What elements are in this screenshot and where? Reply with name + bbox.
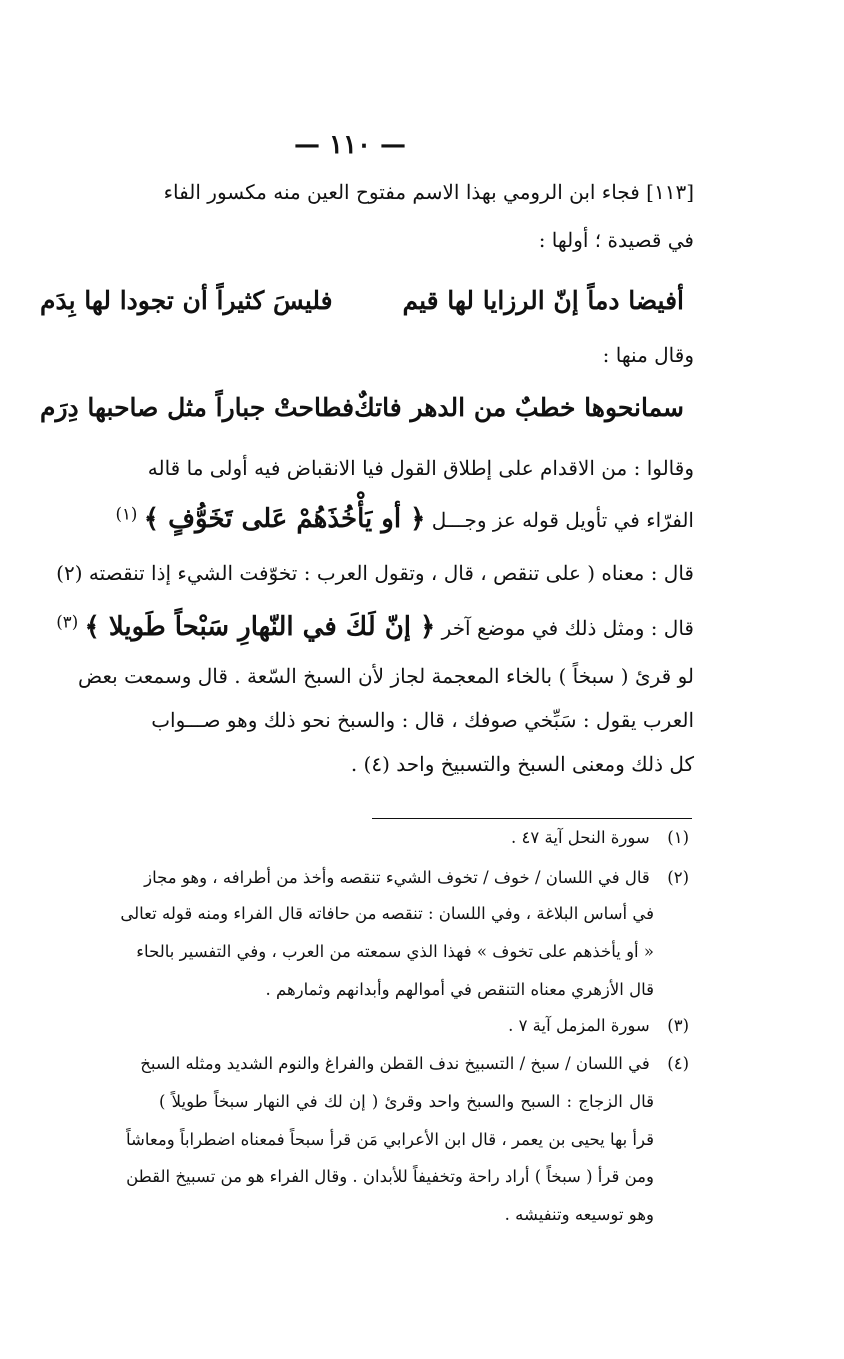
body-line-2: في قصيدة ؛ أولها : [538, 228, 694, 252]
footnote-4-line-1: في اللسان / سبخ / التسبيخ ندف القطن والفراغ والنوم الشديد ومثله السبخ [140, 1054, 650, 1073]
footnote-ref-1: (١) [115, 504, 138, 524]
body-line-7-text: قال : ومثل ذلك في موضع آخر [441, 616, 694, 640]
verse-1-second-hemistich: فليسَ كثيراً أن تجودا لها بِدَم [40, 286, 333, 315]
footnote-2-number: (٢) [667, 868, 689, 887]
body-line-9: العرب يقول : سَبِّخي صوفك ، قال : والسبخ نحو ذلك وهو صـــواب [151, 708, 694, 732]
footnote-3-text: سورة المزمل آية ٧ . [508, 1016, 650, 1035]
body-line-5 [115, 504, 694, 535]
footnote-1 [159, 828, 689, 848]
body-line-5-text: الفرّاء في تأويل قوله عز وجـــل [431, 508, 694, 532]
body-line-4: وقالوا : من الاقدام على إطلاق القول فيا الانقباض فيه أولى ما قاله [147, 456, 694, 480]
footnote-2-line-4: قال الأزهري معناه التنقص في أموالهم وأبدانهم وثمارهم . [265, 980, 654, 999]
footnote-4-line-3: قرأ بها يحيى بن يعمر ، قال ابن الأعرابي مَن قرأ سبحاً فمعناه اضطراباً ومعاشاً [126, 1130, 654, 1149]
page-number: — ١١٠ — [293, 130, 407, 160]
body-line-8: لو قرئ ( سبخاً ) بالخاء المعجمة لجاز لأن السبخ السّعة . قال وسمعت بعض [78, 664, 694, 688]
verse-1-first-hemistich: أفيضا دماً إنّ الرزايا لها قيم [402, 286, 684, 315]
footnote-3-number: (٣) [667, 1016, 689, 1035]
body-line-7 [56, 612, 694, 643]
footnote-2-line-2: في أساس البلاغة ، وفي اللسان : تنقصه من حافاته قال الفراء ومنه قوله تعالى [120, 904, 654, 923]
quran-verse-1: ﴿ أو يَأْخُذَهُمْ عَلى تَخَوُّفٍ ﴾ [143, 504, 426, 534]
footnote-separator [372, 818, 692, 819]
footnote-1-text: سورة النحل آية ٤٧ . [511, 828, 650, 847]
body-line-3: وقال منها : [602, 343, 694, 367]
footnote-4-line-2: قال الزجاج : السبح والسبخ واحد وقرئ ( إن لك في النهار سبخاً طويلاً ) [159, 1092, 654, 1111]
body-line-1: [١١٣] فجاء ابن الرومي بهذا الاسم مفتوح العين منه مكسور الفاء [163, 180, 694, 204]
footnote-1-number: (١) [667, 828, 689, 847]
footnote-4-line-4: ومن قرأ ( سبخاً ) أراد راحة وتخفيفاً للأبدان . وقال الفراء هو من تسبيخ القطن [126, 1167, 654, 1186]
footnote-ref-3: (٣) [56, 612, 79, 632]
verse-2-first-hemistich: سمانحوها خطبٌ من الدهر فاتكٌ [354, 393, 684, 422]
verse-2-second-hemistich: فطاحتْ جباراً مثل صاحبها دِرَم [40, 393, 355, 422]
footnote-4-line-5: وهو توسيعه وتنفيشه . [504, 1205, 654, 1224]
footnote-3 [159, 1016, 689, 1036]
body-line-6: قال : معناه ( على تنقص ، قال ، وتقول العرب : تخوّفت الشيء إذا تنقصته (٢) [56, 561, 694, 585]
body-line-10: كل ذلك ومعنى السبخ والتسبيخ واحد (٤) . [350, 752, 694, 776]
footnote-4 [140, 1054, 689, 1074]
footnote-2-line-3: « أو يأخذهم على تخوف » فهذا الذي سمعته من العرب ، وفي التفسير بالحاء [136, 942, 654, 961]
footnote-2 [144, 868, 689, 888]
quran-verse-2: ﴿ إنّ لَكَ في النّهارِ سَبْحاً طَويلا ﴾ [84, 612, 436, 642]
footnote-2-line-1: قال في اللسان / خوف / تخوف الشيء تنقصه وأخذ من أطرافه ، وهو مجاز [144, 868, 650, 887]
footnote-4-number: (٤) [667, 1054, 689, 1073]
